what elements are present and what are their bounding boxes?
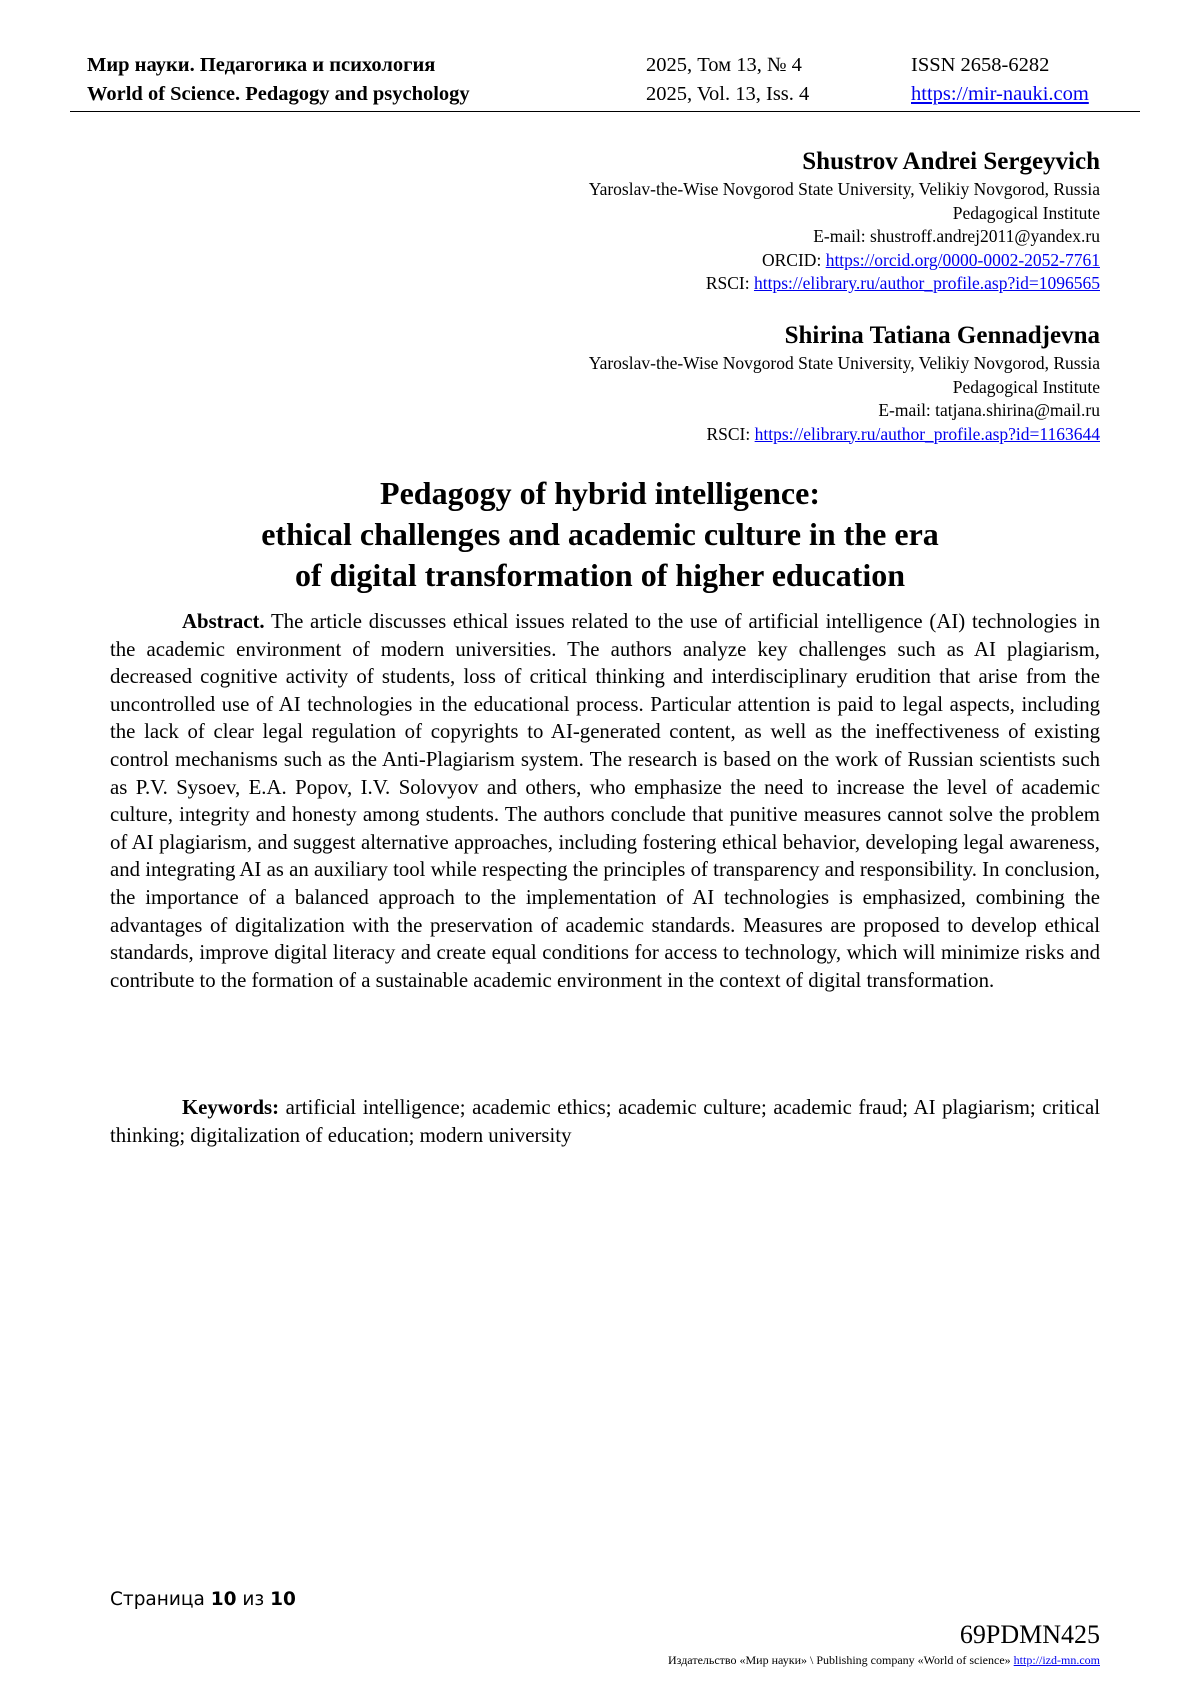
title-line-2: ethical challenges and academic culture in the era [261,516,939,552]
publisher-link[interactable]: http://izd-mn.com [1013,1653,1100,1667]
orcid-link[interactable]: https://orcid.org/0000-0002-2052-7761 [825,249,1100,270]
abstract-text: The article discusses ethical issues related to the use of artificial intelligence (AI) technologies in the academic environment of modern universities. The authors analyze key challenges such as AI plagiarism, decreased cognitive activity of students, loss of critical thinking and interdisciplinary erudition that arise from the uncontrolled use of AI technologies in the educational process. Particular attention is paid to legal aspects, including the lack of clear legal regulation of copyrights to AI-generated content, as well as the ineffectiveness of existing control mechanisms such as the Anti-Plagiarism system. The research is based on the work of Russian scientists such as P.V. Sysoev, E.A. Popov, I.V. Solovyov and others, who emphasize the need to increase the level of academic culture, integrity and honesty among students. The authors conclude that punitive measures cannot solve the problem of AI plagiarism, and suggest alternative approaches, including fostering ethical behavior, developing legal awareness, and integrating AI as an auxiliary tool while respecting the principles of transparency and responsibility. In conclusion, the importance of a balanced approach to the implementation of AI technologies is emphasized, combining the advantages of digitalization with the preservation of academic standards. Measures are proposed to develop ethical standards, improve digital literacy and create equal conditions for access to technology, which will minimize risks and contribute to the formation of a sustainable academic environment in the context of digital transformation. [110,610,1100,992]
journal-title-ru: Мир науки. Педагогика и психология [87,54,436,76]
journal-title-en: World of Science. Pedagogy and psychology [87,83,470,105]
author-block-2 [340,320,1100,446]
volume-en: 2025, Vol. 13, Iss. 4 [646,83,810,105]
author-rsci [340,423,1100,447]
rsci-link[interactable]: https://elibrary.ru/author_profile.asp?id=1096565 [753,273,1100,293]
page-current: 10 [210,1589,237,1610]
abstract [110,608,1100,994]
page-counter [110,1589,296,1610]
author-name: Shirina Tatiana Gennadjevna [784,322,1100,349]
paper-title [100,473,1100,596]
author-affiliation: Yaroslav-the-Wise Novgorod State University, Velikiy Novgorod, Russia [588,179,1100,199]
journal-site-link[interactable]: https://mir-nauki.com [911,83,1089,105]
keywords [110,1094,1100,1149]
title-line-1: Pedagogy of hybrid intelligence: [380,475,820,511]
rsci-link[interactable]: https://elibrary.ru/author_profile.asp?id=1163644 [754,423,1100,444]
author-email: E-mail: shustroff.andrej2011@yandex.ru [813,226,1100,246]
running-header [70,50,1140,112]
abstract-label: Abstract. [182,610,265,633]
title-line-3: of digital transformation of higher education [294,557,906,593]
page-total: 10 [270,1589,296,1610]
author-email: E-mail: tatjana.shirina@mail.ru [878,400,1100,420]
orcid-label: ORCID: [762,249,826,270]
article-code: 69PDMN425 [959,1620,1100,1649]
issn: ISSN 2658-6282 [911,54,1050,76]
author-name: Shustrov Andrei Sergeyvich [802,148,1100,175]
publisher-line [668,1653,1100,1668]
keywords-label: Keywords: [182,1096,280,1119]
author-rsci [340,272,1100,296]
volume-ru: 2025, Том 13, № 4 [646,54,802,76]
author-block-1 [340,146,1100,296]
page-of: из [236,1589,271,1610]
rsci-label: RSCI: [706,423,755,444]
keywords-text: artificial intelligence; academic ethics; academic culture; academic fraud; AI plagiarism; critical thinking; digitalization of education; modern university [110,1096,1100,1147]
author-institute: Pedagogical Institute [952,202,1100,223]
rsci-label: RSCI: [705,273,754,293]
author-affiliation: Yaroslav-the-Wise Novgorod State University, Velikiy Novgorod, Russia [588,353,1100,373]
page-prefix: Страница [110,1589,211,1610]
publisher-text: Издательство «Мир науки» \ Publishing company «World of science» [668,1653,1014,1667]
author-institute: Pedagogical Institute [952,376,1100,397]
author-orcid [340,249,1100,273]
